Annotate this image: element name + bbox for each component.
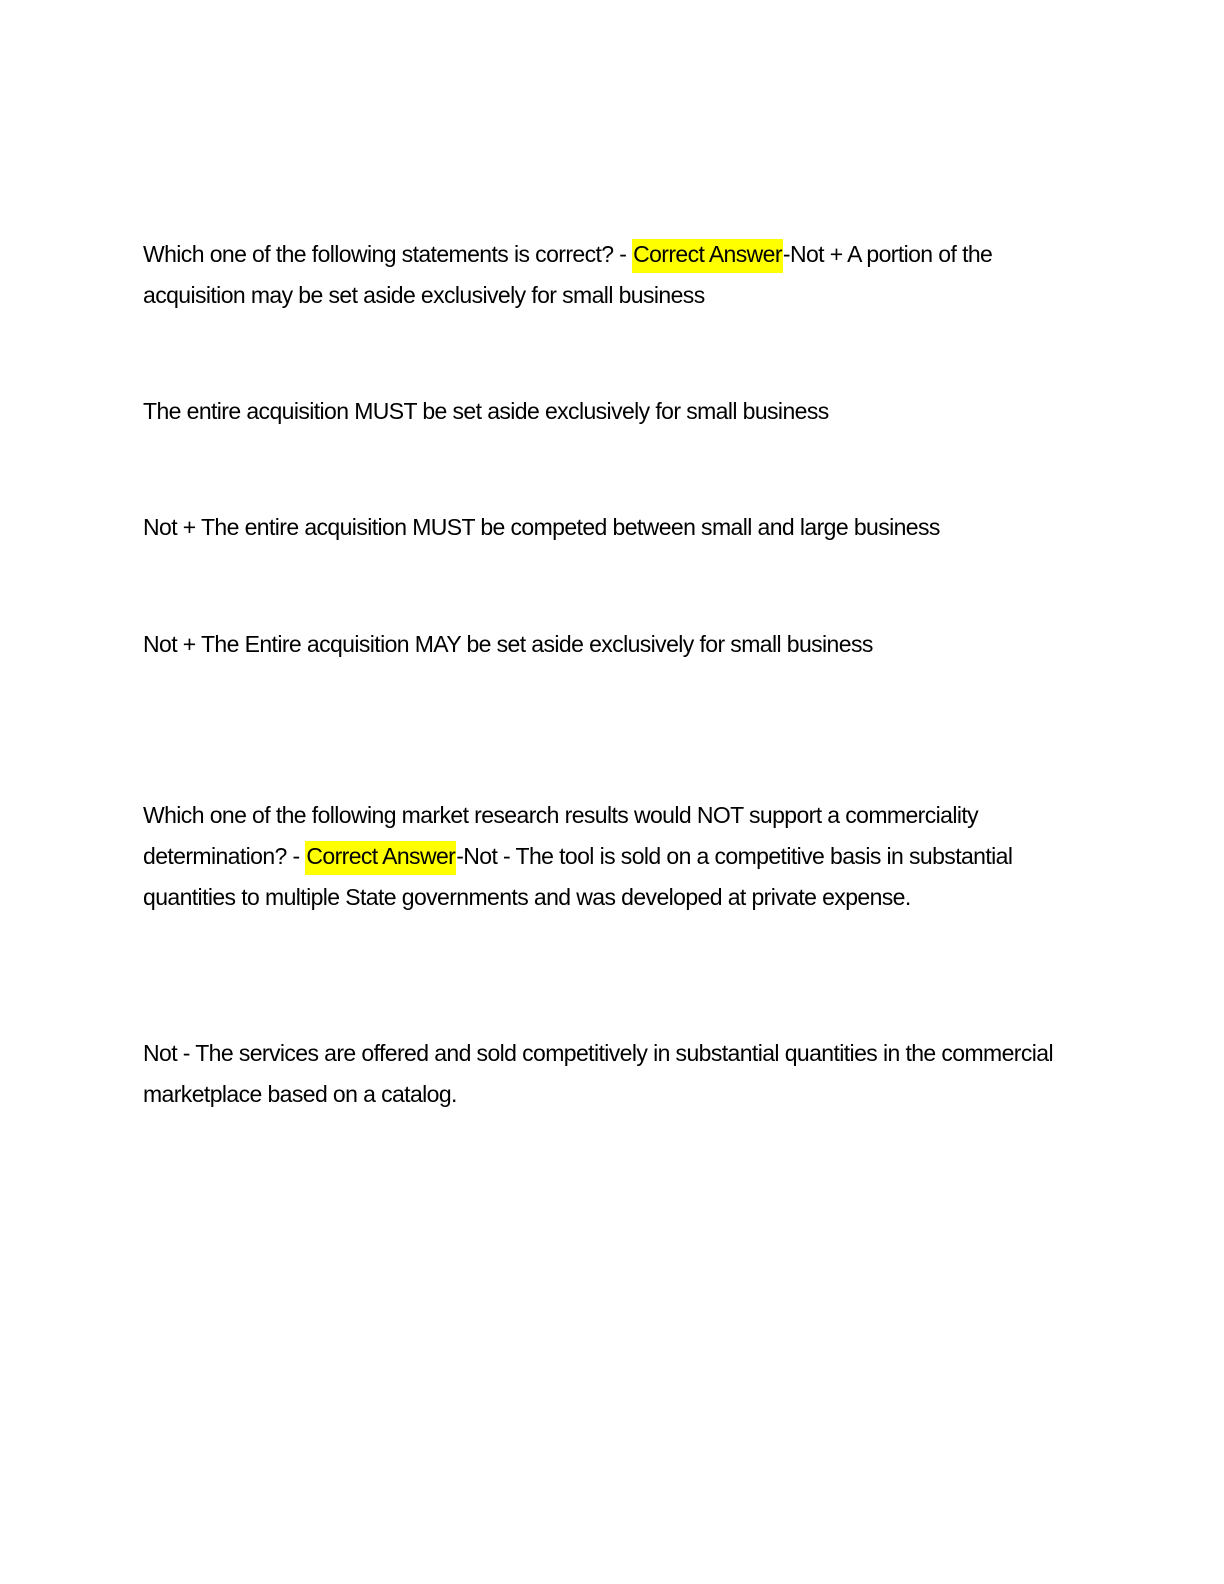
question-2-option-1: Not - The services are offered and sold competitively in substantial quantities in the commercial marketplace based on a catalog. [143, 1040, 1053, 1107]
question-1-option-1: The entire acquisition MUST be set aside exclusively for small business [143, 398, 829, 424]
question-1-answer-text: -Not + A portion of the acquisition may be set aside exclusively for small business [143, 241, 993, 308]
question-1-prompt: Which one of the following statements is correct? - [143, 241, 633, 267]
question-1 [143, 234, 1083, 316]
question-1-option-3: Not + The Entire acquisition MAY be set aside exclusively for small business [143, 631, 873, 657]
question-1-answer-label: Correct Answer [632, 239, 783, 273]
question-2 [143, 795, 1083, 918]
question-2-prompt: Which one of the following market research results would NOT support a commerciality determination? - [143, 802, 979, 869]
question-2-answer-text: -Not - The tool is sold on a competitive basis in substantial quantities to multiple State governments and was developed at private expense. [143, 843, 1013, 910]
question-1-option-2: Not + The entire acquisition MUST be competed between small and large business [143, 514, 940, 540]
question-2-answer-label: Correct Answer [305, 841, 456, 875]
